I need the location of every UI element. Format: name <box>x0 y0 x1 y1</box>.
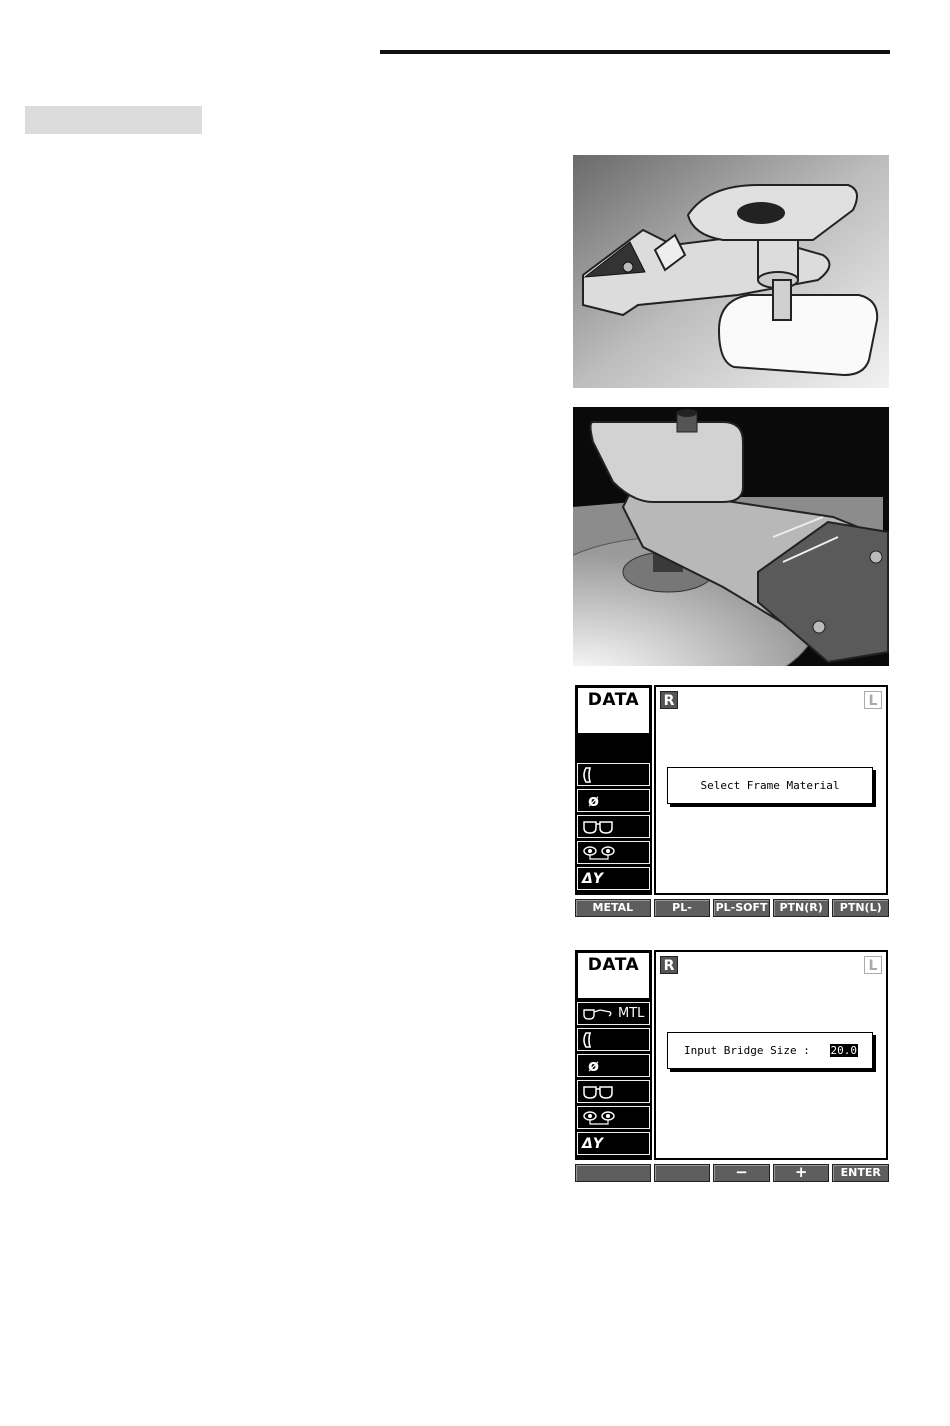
data-title: DATA <box>577 687 650 734</box>
data-sidebar <box>575 685 652 895</box>
data-sidebar <box>575 950 652 1160</box>
pupil-distance-icon <box>582 1110 616 1126</box>
plus-button[interactable]: + <box>773 1164 830 1182</box>
sidebar-item-lens-shape[interactable] <box>577 763 650 786</box>
right-lens-badge[interactable]: R <box>660 691 678 709</box>
lcd-screen-frame-material <box>573 683 889 930</box>
bridge-size-dialog <box>667 1032 873 1069</box>
main-display <box>654 950 888 1160</box>
glasses-frame-icon <box>582 1084 614 1100</box>
bridge-size-prompt: Input Bridge Size : <box>684 1044 810 1057</box>
diameter-icon: ø <box>588 791 599 810</box>
sidebar-item-frame-material[interactable] <box>577 1002 650 1025</box>
pl-soft-button[interactable]: PL-SOFT <box>713 899 770 917</box>
lens-shape-icon <box>582 1032 596 1048</box>
lens-shape-icon <box>582 767 596 783</box>
frame-material-label: MTL <box>618 1006 645 1021</box>
delta-y-icon: ΔY <box>582 1135 603 1152</box>
sidebar-item-diameter[interactable] <box>577 789 650 812</box>
message-dialog <box>667 767 873 804</box>
sidebar-item-delta-y[interactable] <box>577 867 650 890</box>
sidebar-item-delta-y[interactable] <box>577 1132 650 1155</box>
sidebar-item-pd[interactable] <box>577 1106 650 1129</box>
pupil-distance-icon <box>582 845 616 861</box>
section-tab <box>25 106 202 134</box>
bridge-size-value[interactable]: 20.0 <box>830 1044 857 1057</box>
sidebar-item-frame[interactable] <box>577 815 650 838</box>
minus-button[interactable]: − <box>713 1164 770 1182</box>
delta-y-icon: ΔY <box>582 870 603 887</box>
holder-mount-illustration <box>573 407 889 666</box>
softkey-bar <box>575 1164 889 1182</box>
softkey-blank-2[interactable] <box>654 1164 711 1182</box>
data-title: DATA <box>577 952 650 999</box>
metal-button[interactable]: METAL <box>575 899 651 917</box>
sidebar-item-pd[interactable] <box>577 841 650 864</box>
diameter-icon: ø <box>588 1056 599 1075</box>
softkey-bar <box>575 899 889 930</box>
glasses-frame-icon <box>582 819 614 835</box>
right-lens-badge[interactable]: R <box>660 956 678 974</box>
ptn-l-button[interactable]: PTN(L) <box>832 899 889 917</box>
pl-hard-button[interactable]: PL-HARD <box>654 899 711 917</box>
dialog-message: Select Frame Material <box>700 779 840 792</box>
left-lens-badge[interactable]: L <box>864 956 882 974</box>
softkey-blank-1[interactable] <box>575 1164 651 1182</box>
ptn-r-button[interactable]: PTN(R) <box>773 899 830 917</box>
left-lens-badge[interactable]: L <box>864 691 882 709</box>
main-display <box>654 685 888 895</box>
enter-button[interactable]: ENTER <box>832 1164 889 1182</box>
sidebar-item-lens-shape[interactable] <box>577 1028 650 1051</box>
sidebar-item-frame[interactable] <box>577 1080 650 1103</box>
lcd-screen-bridge-size <box>573 948 889 1188</box>
header-rule <box>380 50 890 54</box>
sidebar-item-diameter[interactable] <box>577 1054 650 1077</box>
frame-material-icon <box>582 1006 612 1022</box>
sidebar-item-blank[interactable] <box>577 737 650 760</box>
cup-holder-illustration <box>573 155 889 388</box>
